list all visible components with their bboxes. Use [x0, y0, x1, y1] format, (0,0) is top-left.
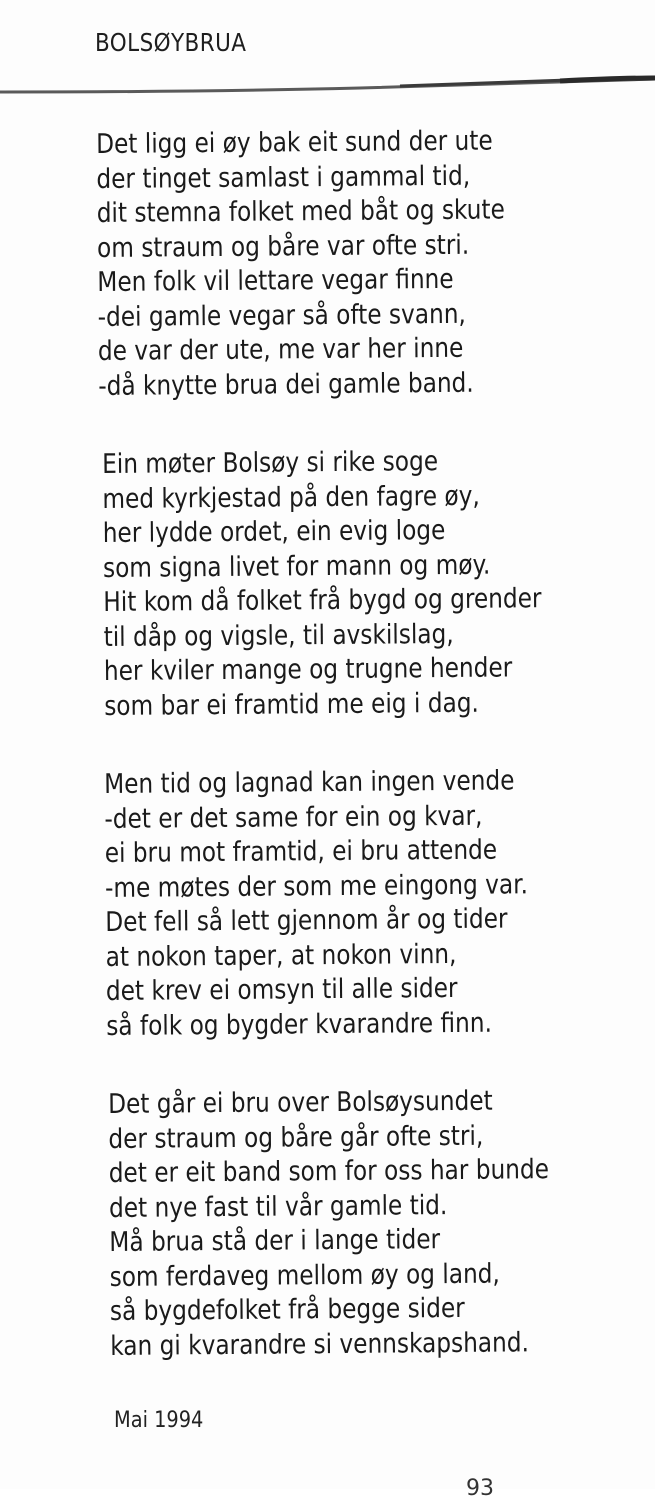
- poem-line: med kyrkjestad på den fagre øy,: [102, 480, 480, 515]
- poem-line: dit stemna folket med båt og skute: [96, 194, 505, 229]
- poem-line: her kviler mange og trugne hender: [103, 652, 513, 687]
- title-rule: [0, 70, 655, 110]
- stanza: [96, 123, 638, 404]
- poem-line: -det er det same for ein og kvar,: [104, 800, 483, 835]
- stanza: [102, 443, 644, 724]
- poem-date: Mai 1994: [114, 1408, 204, 1433]
- poem-line: Men folk vil lettare vegar finne: [97, 263, 454, 298]
- stanza: [108, 1083, 650, 1364]
- poem-title: BOLSØYBRUA: [95, 28, 247, 57]
- poem-line: så folk og bygder kvarandre finn.: [106, 1007, 493, 1042]
- poem-line: ei bru mot framtid, ei bru attende: [104, 834, 498, 869]
- poem-line: Må brua stå der i lange tider: [109, 1224, 441, 1258]
- poem-line: det krev ei omsyn til alle sider: [105, 972, 458, 1007]
- poem-line: så bygdefolket frå begge sider: [109, 1292, 465, 1327]
- poem-body: [96, 125, 636, 1408]
- poem-line: -då knytte brua dei gamle band.: [98, 367, 474, 402]
- poem-line: som ferdaveg mellom øy og land,: [109, 1258, 500, 1293]
- poem-line: at nokon taper, at nokon vinn,: [105, 938, 457, 973]
- poem-line: Men tid og lagnad kan ingen vende: [104, 765, 515, 800]
- poem-line: der straum og båre går ofte stri,: [108, 1120, 484, 1155]
- poem-line: som bar ei framtid me eig i dag.: [104, 687, 480, 722]
- poem-line: Ein møter Bolsøy si rike soge: [102, 446, 439, 480]
- poem-line: de var der ute, me var her inne: [97, 332, 464, 367]
- poem-line: Det går ei bru over Bolsøysundet: [108, 1085, 493, 1120]
- poem-line: kan gi kvarandre si vennskapshand.: [110, 1326, 530, 1362]
- poem-line: der tinget samlast i gammal tid,: [96, 160, 471, 195]
- poem-line: Det ligg ei øy bak eit sund der ute: [96, 125, 493, 160]
- poem-line: her lydde ordet, ein evig loge: [102, 515, 446, 549]
- poem-line: om straum og båre var ofte stri.: [96, 229, 470, 264]
- poem-line: Hit kom då folket frå bygd og grender: [103, 583, 542, 618]
- stanza: [104, 763, 646, 1044]
- poem-line: -me møtes der som me eingong var.: [104, 868, 529, 904]
- poem-line: -dei gamle vegar så ofte svann,: [97, 298, 466, 333]
- page-number: 93: [466, 1476, 494, 1501]
- poem-line: som signa livet for mann og møy.: [102, 549, 491, 584]
- poem-line: det nye fast til vår gamle tid.: [108, 1189, 448, 1224]
- poem-line: det er eit band som for oss har bunde: [108, 1154, 550, 1189]
- poem-line: Det fell så lett gjennom år og tider: [105, 903, 508, 938]
- poem-line: til dåp og vigsle, til avskilslag,: [103, 618, 454, 653]
